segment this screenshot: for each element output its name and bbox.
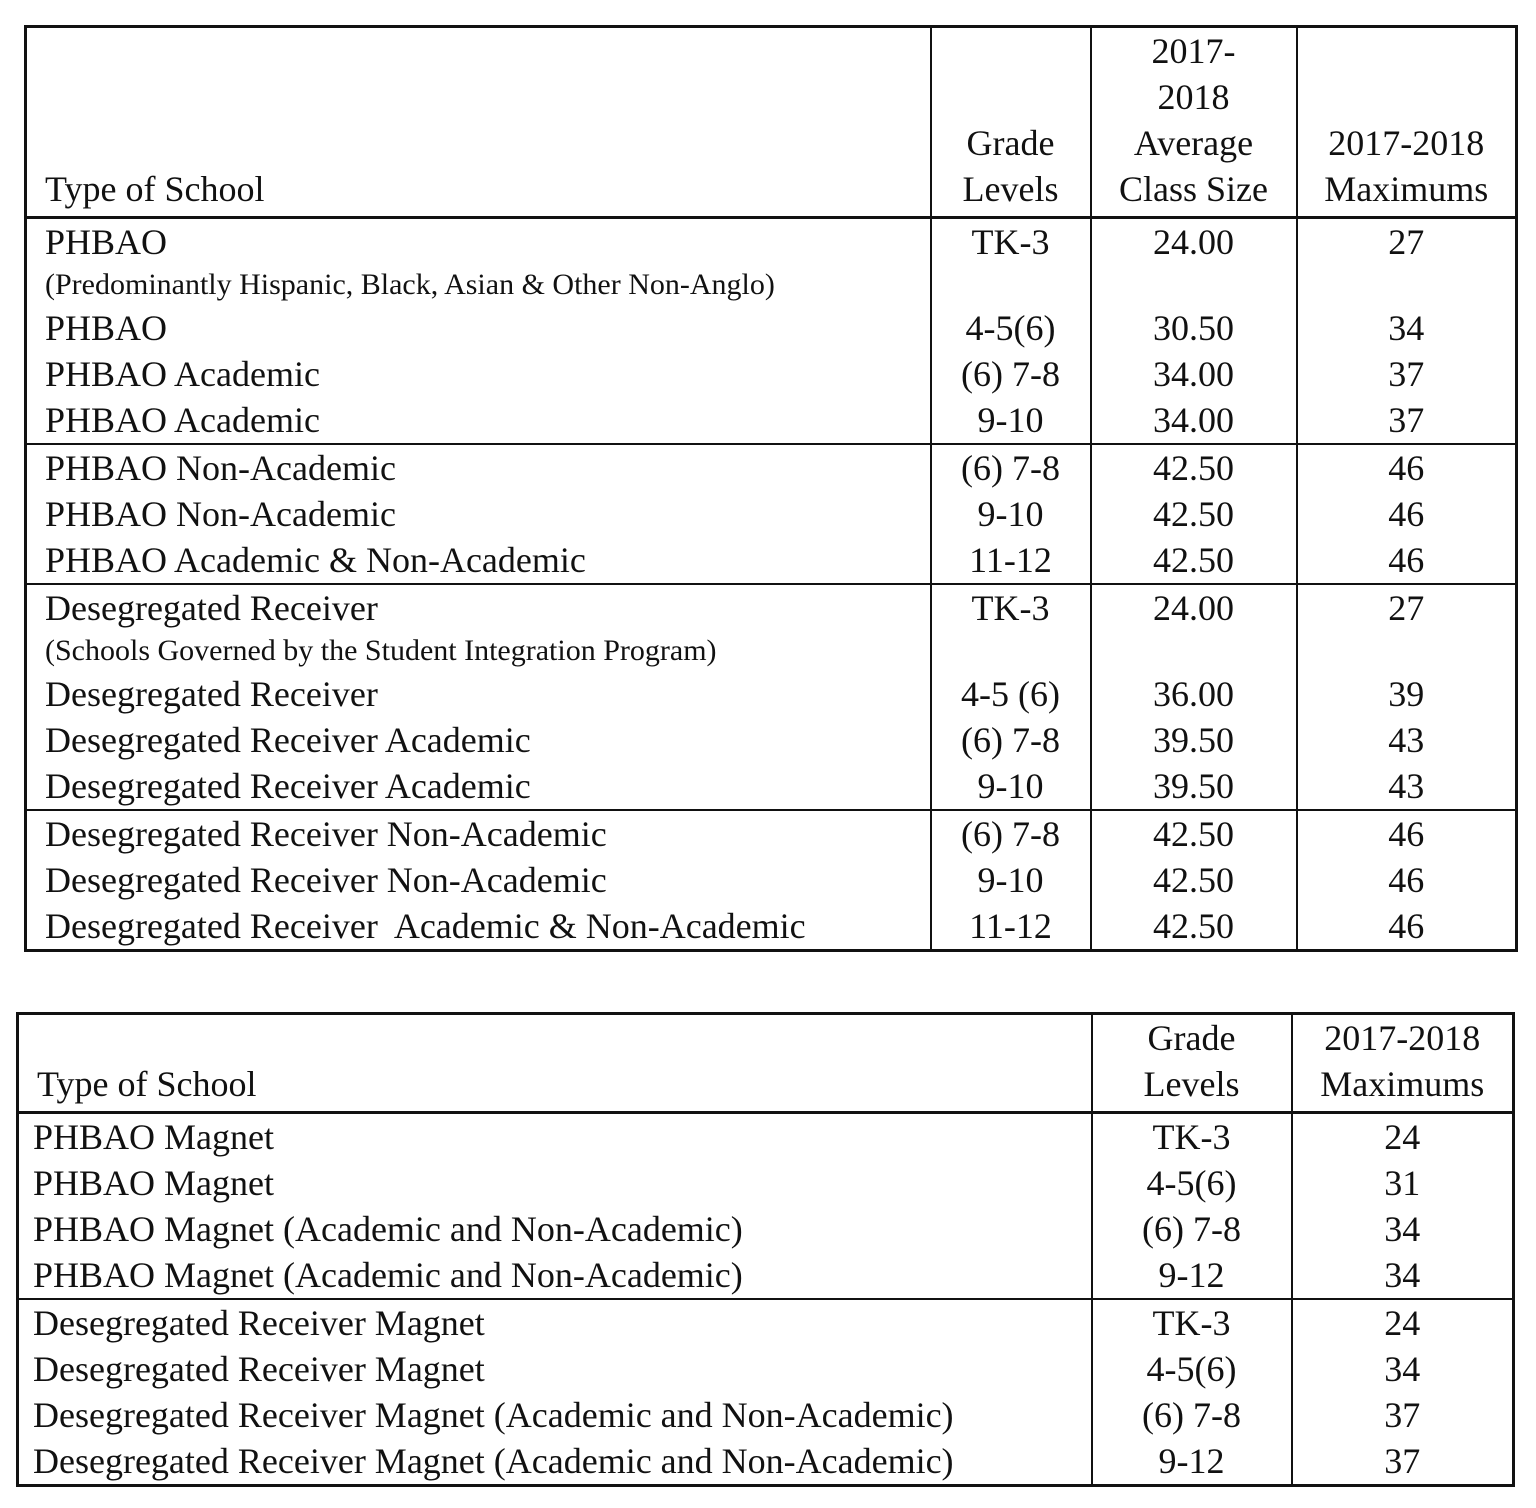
grade-levels-cell: (6) 7-8 (1092, 1392, 1292, 1438)
grade-levels-cell: 9-10 (931, 857, 1091, 903)
maximum-cell: 46 (1297, 903, 1517, 951)
table-row (26, 584, 1517, 631)
school-type-cell: Desegregated Receiver Magnet (Academic and Non-Academic) (33, 1441, 954, 1481)
maximum-cell: 43 (1297, 717, 1517, 763)
grade-levels-cell: (6) 7-8 (931, 810, 1091, 857)
school-type-note: (Schools Governed by the Student Integration Program) (45, 634, 717, 667)
school-type-cell: Desegregated Receiver Academic & Non-Academic (45, 906, 806, 946)
maximum-cell: 24 (1292, 1113, 1514, 1161)
class-size-table (24, 25, 1518, 952)
table-row (26, 537, 1517, 584)
header-grade-levels: Grade Levels (931, 27, 1091, 218)
school-type-cell: PHBAO Magnet (33, 1163, 274, 1203)
maximum-cell: 24 (1292, 1299, 1514, 1346)
school-type-cell: Desegregated Receiver Academic (45, 766, 531, 806)
table-row (26, 717, 1517, 763)
school-type-cell: PHBAO Academic (45, 354, 320, 394)
header-average-class-size: 2017- 2018 Average Class Size (1091, 27, 1297, 218)
school-type-cell: PHBAO (45, 222, 168, 262)
header-row (18, 1014, 1514, 1113)
table-row (26, 903, 1517, 951)
table-row (18, 1438, 1514, 1486)
grade-levels-cell: (6) 7-8 (931, 444, 1091, 491)
average-class-size-cell: 34.00 (1091, 351, 1297, 397)
school-type-cell: PHBAO Magnet (33, 1117, 274, 1157)
header-row (26, 27, 1517, 218)
school-type-cell: Desegregated Receiver Academic (45, 720, 531, 760)
table-row (26, 218, 1517, 266)
school-type-cell: PHBAO Non-Academic (45, 494, 396, 534)
maximum-cell: 39 (1297, 671, 1517, 717)
average-class-size-cell: 42.50 (1091, 444, 1297, 491)
average-class-size-cell: 34.00 (1091, 397, 1297, 444)
table-row (26, 857, 1517, 903)
school-type-cell: PHBAO Academic (45, 400, 320, 440)
maximum-cell: 37 (1292, 1438, 1514, 1486)
school-type-cell: Desegregated Receiver Magnet (18, 1299, 1092, 1346)
average-class-size-cell: 42.50 (1091, 857, 1297, 903)
grade-levels-cell: 9-12 (1092, 1438, 1292, 1486)
magnet-maximums-table (16, 1012, 1515, 1487)
grade-levels-cell: 4-5 (6) (931, 671, 1091, 717)
maximum-cell: 46 (1297, 444, 1517, 491)
grade-levels-cell: 11-12 (931, 903, 1091, 951)
maximum-cell: 37 (1297, 397, 1517, 444)
grade-levels-cell: 9-10 (931, 763, 1091, 810)
header-type-of-school: Type of School (18, 1014, 1092, 1113)
maximum-cell: 46 (1297, 491, 1517, 537)
grade-levels-cell: (6) 7-8 (1092, 1206, 1292, 1252)
maximum-cell: 46 (1297, 810, 1517, 857)
table-row (18, 1392, 1514, 1438)
maximum-cell: 27 (1297, 584, 1517, 631)
table-row (26, 444, 1517, 491)
maximum-cell: 34 (1292, 1206, 1514, 1252)
average-class-size-cell: 42.50 (1091, 810, 1297, 857)
maximum-cell: 34 (1297, 305, 1517, 351)
table-row (18, 1252, 1514, 1299)
grade-levels-cell: (6) 7-8 (931, 717, 1091, 763)
table-row (26, 810, 1517, 857)
school-type-cell: Desegregated Receiver Non-Academic (26, 810, 931, 857)
school-type-cell: Desegregated Receiver Non-Academic (45, 860, 607, 900)
table-row (26, 491, 1517, 537)
grade-levels-cell: 4-5(6) (1092, 1160, 1292, 1206)
maximum-cell: 34 (1292, 1346, 1514, 1392)
maximum-cell: 46 (1297, 537, 1517, 584)
table-row (18, 1160, 1514, 1206)
school-type-cell: PHBAO Magnet (Academic and Non-Academic) (33, 1255, 743, 1295)
table-row (26, 305, 1517, 351)
school-type-cell: Desegregated Receiver Magnet (33, 1349, 485, 1389)
average-class-size-cell: 39.50 (1091, 717, 1297, 763)
school-type-cell: Desegregated Receiver (26, 584, 931, 631)
grade-levels-cell: 9-12 (1092, 1252, 1292, 1299)
maximum-cell: 31 (1292, 1160, 1514, 1206)
school-type-cell: PHBAO Non-Academic (26, 444, 931, 491)
table-row (18, 1113, 1514, 1161)
average-class-size-cell: 24.00 (1091, 584, 1297, 631)
table-row (26, 351, 1517, 397)
maximum-cell: 37 (1297, 351, 1517, 397)
average-class-size-cell: 42.50 (1091, 537, 1297, 584)
table-row-note (26, 631, 1517, 671)
maximum-cell: 34 (1292, 1252, 1514, 1299)
school-type-cell: PHBAO (45, 308, 168, 348)
average-class-size-cell: 39.50 (1091, 763, 1297, 810)
school-type-cell: Desegregated Receiver Magnet (Academic and Non-Academic) (33, 1395, 954, 1435)
average-class-size-cell: 24.00 (1091, 218, 1297, 266)
grade-levels-cell: TK-3 (1092, 1299, 1292, 1346)
table-row (18, 1346, 1514, 1392)
grade-levels-cell: (6) 7-8 (931, 351, 1091, 397)
grade-levels-cell: 11-12 (931, 537, 1091, 584)
grade-levels-cell: 4-5(6) (1092, 1346, 1292, 1392)
table-row (18, 1299, 1514, 1346)
school-type-cell: PHBAO Magnet (Academic and Non-Academic) (33, 1209, 743, 1249)
grade-levels-cell: 4-5(6) (931, 305, 1091, 351)
table-row (26, 671, 1517, 717)
grade-levels-cell: 9-10 (931, 397, 1091, 444)
average-class-size-cell: 42.50 (1091, 491, 1297, 537)
table-row (18, 1206, 1514, 1252)
grade-levels-cell: TK-3 (1092, 1113, 1292, 1161)
maximum-cell: 37 (1292, 1392, 1514, 1438)
maximum-cell: 46 (1297, 857, 1517, 903)
header-maximums: 2017-2018 Maximums (1292, 1014, 1514, 1113)
average-class-size-cell: 42.50 (1091, 903, 1297, 951)
grade-levels-cell: TK-3 (931, 218, 1091, 266)
average-class-size-cell: 30.50 (1091, 305, 1297, 351)
average-class-size-cell: 36.00 (1091, 671, 1297, 717)
table-row (26, 397, 1517, 444)
school-type-cell: PHBAO Academic & Non-Academic (45, 540, 586, 580)
maximum-cell: 43 (1297, 763, 1517, 810)
school-type-note: (Predominantly Hispanic, Black, Asian & Other Non-Anglo) (45, 268, 775, 301)
table-row-note (26, 265, 1517, 305)
grade-levels-cell: TK-3 (931, 584, 1091, 631)
header-grade-levels: Grade Levels (1092, 1014, 1292, 1113)
grade-levels-cell: 9-10 (931, 491, 1091, 537)
school-type-cell: Desegregated Receiver (45, 674, 378, 714)
maximum-cell: 27 (1297, 218, 1517, 266)
header-maximums: 2017-2018 Maximums (1297, 27, 1517, 218)
table-row (26, 763, 1517, 810)
header-type-of-school: Type of School (26, 27, 931, 218)
